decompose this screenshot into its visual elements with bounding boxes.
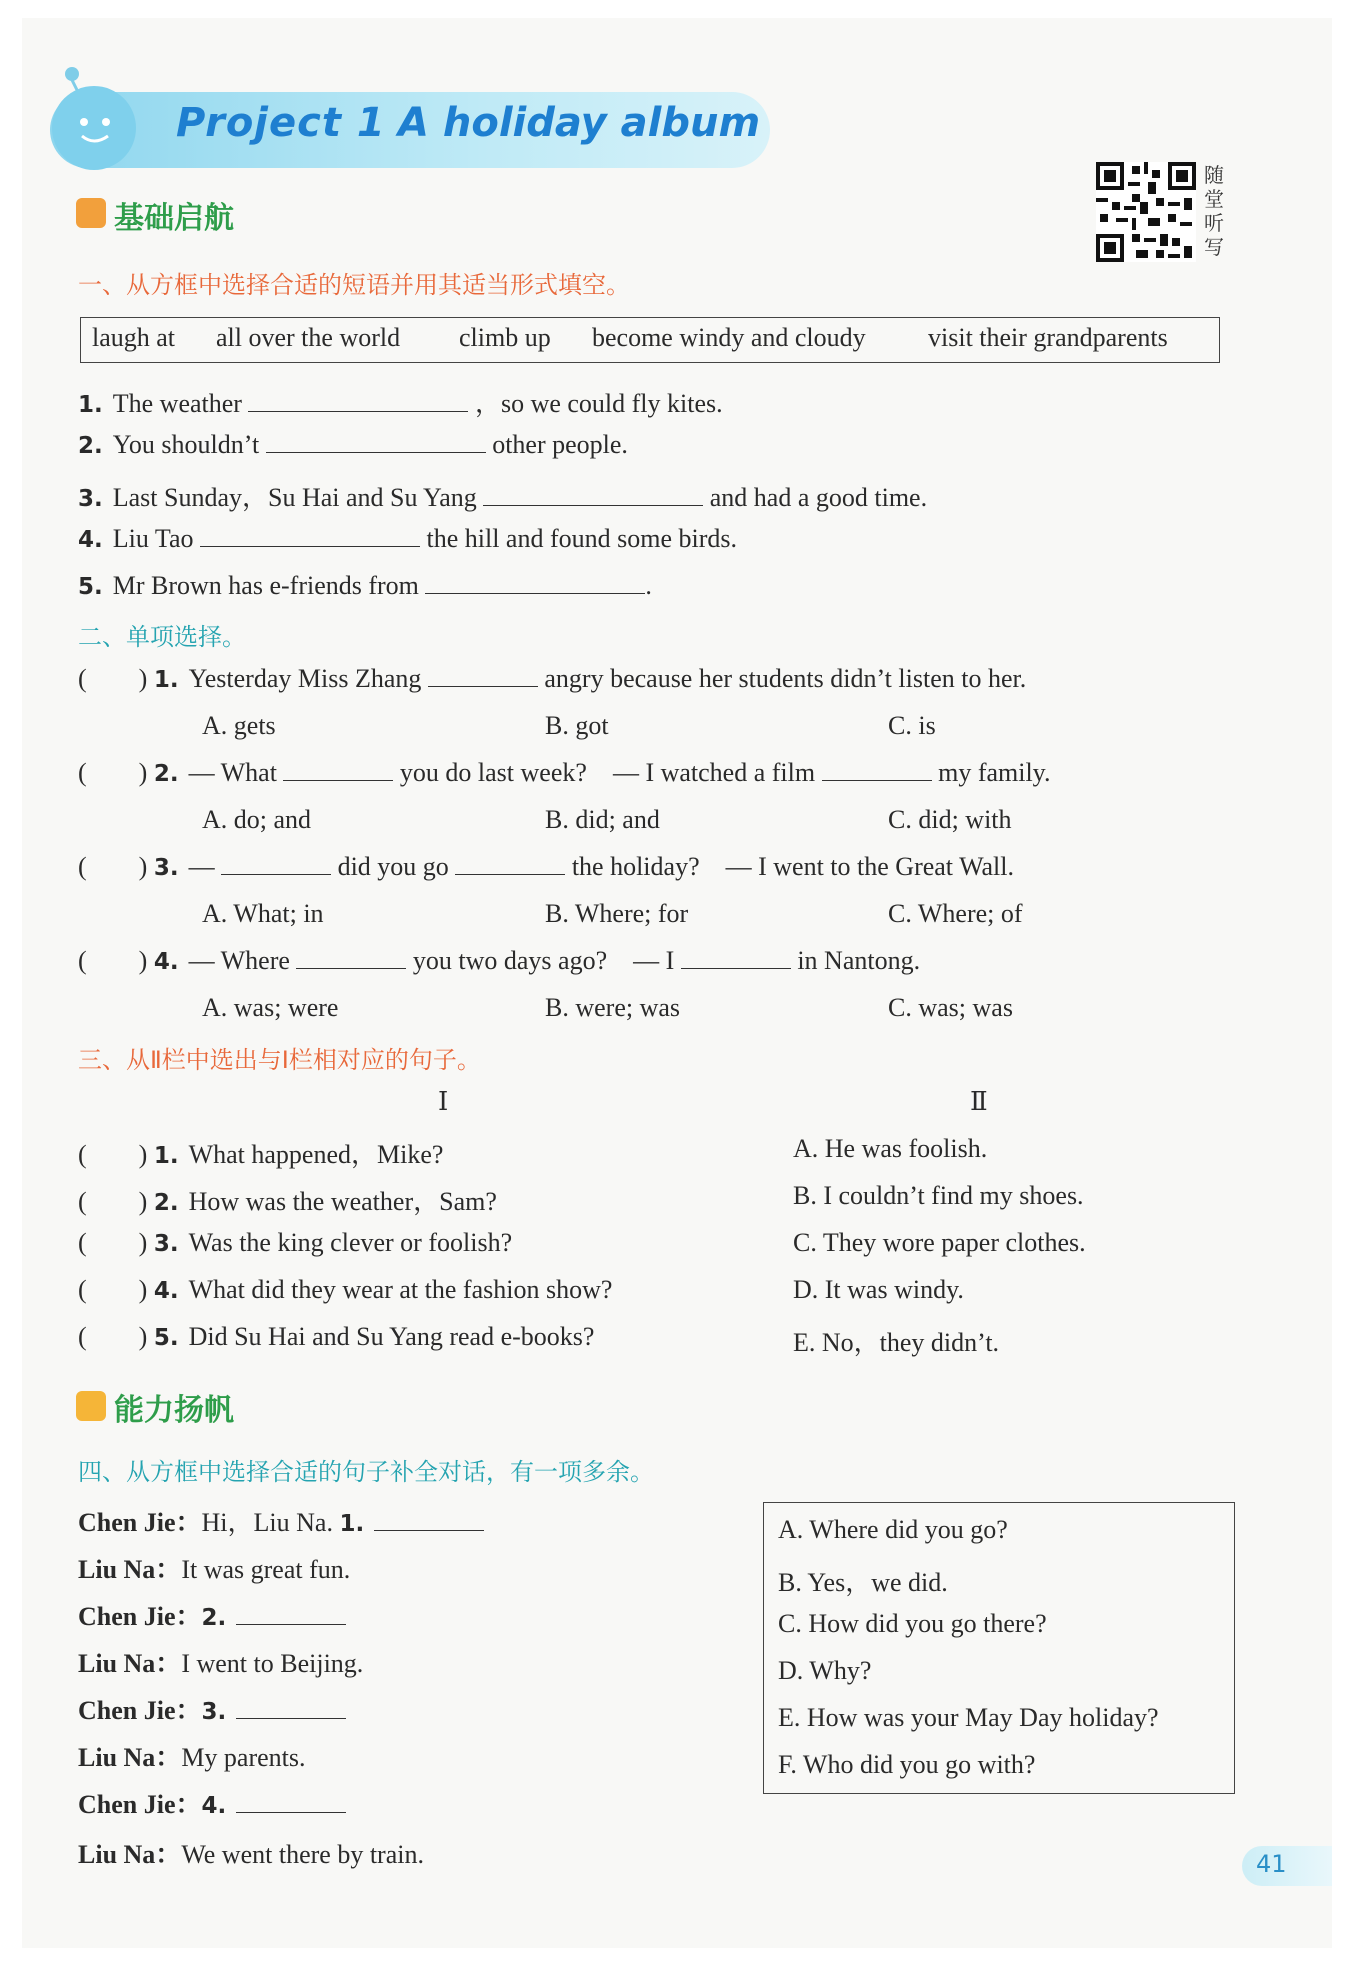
dialogue-option: D. Why? bbox=[778, 1656, 872, 1685]
fill-question-1: 1. The weather ，so we could fly kites. bbox=[78, 389, 723, 418]
match-left-item: ( ) 1. What happened，Mike? bbox=[78, 1140, 444, 1169]
page-title: A holiday album bbox=[398, 100, 761, 146]
fill-question-2: 2. You shouldn’t other people. bbox=[78, 430, 628, 459]
match-right-item: E. No，they didn’t. bbox=[793, 1328, 1000, 1357]
option[interactable]: B. got bbox=[545, 711, 609, 740]
match-left-item: ( ) 2. How was the weather，Sam? bbox=[78, 1187, 497, 1216]
section-title-ability: 能力扬帆 bbox=[114, 1393, 234, 1428]
part4-instruction: 四、从方框中选择合适的句子补全对话，有一项多余。 bbox=[78, 1458, 654, 1486]
dialogue-line: Liu Na：My parents. bbox=[78, 1743, 306, 1772]
choice-question-1: ( ) 1. Yesterday Miss Zhang angry because her students didn’t listen to her. bbox=[78, 664, 1027, 693]
match-right-item: B. I couldn’t find my shoes. bbox=[793, 1181, 1084, 1210]
option[interactable]: C. did; with bbox=[888, 805, 1012, 834]
dialogue-option: F. Who did you go with? bbox=[778, 1750, 1036, 1779]
choice-question-4: ( ) 4. — Where you two days ago? — I in Nantong. bbox=[78, 946, 921, 975]
fill-question-5: 5. Mr Brown has e-friends from . bbox=[78, 571, 652, 600]
match-right-item: D. It was windy. bbox=[793, 1275, 964, 1304]
answer-paren[interactable]: ( ) bbox=[78, 946, 148, 975]
phrase-item: all over the world bbox=[216, 323, 401, 352]
answer-blank[interactable] bbox=[266, 451, 486, 453]
option[interactable]: C. was; was bbox=[888, 993, 1013, 1022]
dialogue-option: C. How did you go there? bbox=[778, 1609, 1047, 1638]
dialogue-line: Liu Na：It was great fun. bbox=[78, 1555, 351, 1584]
answer-blank[interactable] bbox=[236, 1811, 346, 1813]
dialogue-line: Chen Jie：Hi，Liu Na. 1. bbox=[78, 1502, 484, 1539]
dialogue-line: Chen Jie：2. bbox=[78, 1596, 346, 1633]
answer-paren[interactable]: ( ) bbox=[78, 1275, 148, 1304]
option[interactable]: C. Where; of bbox=[888, 899, 1023, 928]
choice-question-3: ( ) 3. — did you go the holiday? — I went to the Great Wall. bbox=[78, 852, 1015, 881]
qr-code-icon[interactable] bbox=[1096, 162, 1196, 262]
answer-blank[interactable] bbox=[483, 504, 703, 506]
answer-blank[interactable] bbox=[374, 1529, 484, 1531]
answer-paren[interactable]: ( ) bbox=[78, 1140, 148, 1169]
match-left-item: ( ) 3. Was the king clever or foolish? bbox=[78, 1228, 513, 1257]
match-left-item: ( ) 4. What did they wear at the fashion show? bbox=[78, 1275, 613, 1304]
column-header-1: Ⅰ bbox=[438, 1087, 449, 1116]
option[interactable]: B. did; and bbox=[545, 805, 660, 834]
answer-blank[interactable] bbox=[236, 1717, 346, 1719]
match-left-item: ( ) 5. Did Su Hai and Su Yang read e-books? bbox=[78, 1322, 595, 1351]
qr-label: 随堂听写 bbox=[1204, 163, 1224, 259]
part1-instruction: 一、从方框中选择合适的短语并用其适当形式填空。 bbox=[78, 271, 630, 299]
page-number: 41 bbox=[1256, 1850, 1287, 1878]
answer-blank[interactable] bbox=[248, 410, 468, 412]
answer-paren[interactable]: ( ) bbox=[78, 758, 148, 787]
answer-blank[interactable] bbox=[236, 1623, 346, 1625]
match-right-item: C. They wore paper clothes. bbox=[793, 1228, 1086, 1257]
option[interactable]: A. gets bbox=[202, 711, 276, 740]
part2-instruction: 二、单项选择。 bbox=[78, 623, 246, 651]
phrase-item: climb up bbox=[459, 323, 551, 352]
part3-instruction: 三、从Ⅱ栏中选出与Ⅰ栏相对应的句子。 bbox=[78, 1046, 481, 1074]
option[interactable]: B. were; was bbox=[545, 993, 681, 1022]
option[interactable]: A. do; and bbox=[202, 805, 312, 834]
fill-question-3: 3. Last Sunday，Su Hai and Su Yang and had a good time. bbox=[78, 483, 928, 512]
option[interactable]: A. What; in bbox=[202, 899, 324, 928]
section-title-basic: 基础启航 bbox=[114, 201, 234, 236]
phrase-item: visit their grandparents bbox=[928, 323, 1168, 352]
dialogue-line: Liu Na：I went to Beijing. bbox=[78, 1649, 364, 1678]
dialogue-line: Liu Na：We went there by train. bbox=[78, 1840, 424, 1869]
fill-question-4: 4. Liu Tao the hill and found some birds. bbox=[78, 524, 738, 553]
phrase-item: become windy and cloudy bbox=[592, 323, 866, 352]
option[interactable]: A. was; were bbox=[202, 993, 339, 1022]
answer-paren[interactable]: ( ) bbox=[78, 1187, 148, 1216]
answer-paren[interactable]: ( ) bbox=[78, 852, 148, 881]
answer-blank[interactable] bbox=[425, 592, 645, 594]
option[interactable]: C. is bbox=[888, 711, 936, 740]
section-sail-icon bbox=[76, 1391, 106, 1421]
mascot-icon bbox=[46, 62, 142, 174]
choice-question-2: ( ) 2. — What you do last week? — I watched a film my family. bbox=[78, 758, 1051, 787]
answer-paren[interactable]: ( ) bbox=[78, 664, 148, 693]
section-anchor-icon bbox=[76, 198, 106, 228]
match-right-item: A. He was foolish. bbox=[793, 1134, 988, 1163]
dialogue-option: E. How was your May Day holiday? bbox=[778, 1703, 1159, 1732]
answer-paren[interactable]: ( ) bbox=[78, 1322, 148, 1351]
option[interactable]: B. Where; for bbox=[545, 899, 689, 928]
dialogue-option: B. Yes，we did. bbox=[778, 1568, 948, 1597]
column-header-2: Ⅱ bbox=[970, 1087, 988, 1116]
phrase-item: laugh at bbox=[92, 323, 176, 352]
dialogue-option: A. Where did you go? bbox=[778, 1515, 1008, 1544]
dialogue-line: Chen Jie：4. bbox=[78, 1784, 346, 1821]
project-label: Project 1 bbox=[176, 100, 386, 146]
answer-blank[interactable] bbox=[200, 545, 420, 547]
dialogue-line: Chen Jie：3. bbox=[78, 1690, 346, 1727]
answer-paren[interactable]: ( ) bbox=[78, 1228, 148, 1257]
